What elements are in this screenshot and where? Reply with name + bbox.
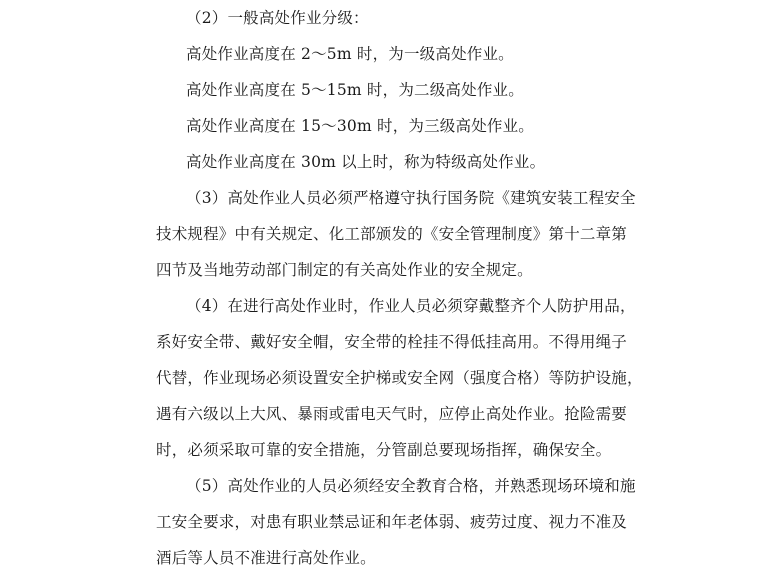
grade-2-line: 高处作业高度在 5～15m 时，为二级高处作业。	[186, 81, 524, 99]
section-4-line-1: （4）在进行高处作业时，作业人员必须穿戴整齐个人防护用品，	[186, 297, 636, 315]
section-5-line-2: 工安全要求，对患有职业禁忌证和年老体弱、疲劳过度、视力不准及	[156, 513, 628, 531]
grade-special-line: 高处作业高度在 30m 以上时，称为特级高处作业。	[186, 153, 546, 171]
section-3-line-2: 技术规程》中有关规定、化工部颁发的《安全管理制度》第十二章第	[156, 225, 628, 243]
section-4-line-5: 时，必须采取可靠的安全措施，分管副总要现场指挥，确保安全。	[156, 441, 612, 459]
grade-3-line: 高处作业高度在 15～30m 时，为三级高处作业。	[186, 117, 534, 135]
section-4-line-4: 遇有六级以上大风、暴雨或雷电天气时，应停止高处作业。抢险需要	[156, 405, 628, 423]
section-4-line-2: 系好安全带、戴好安全帽，安全带的栓挂不得低挂高用。不得用绳子	[156, 333, 628, 351]
section-5-line-3: 酒后等人员不准进行高处作业。	[156, 549, 376, 567]
section-4-line-3: 代替，作业现场必须设置安全护梯或安全网（强度合格）等防护设施，	[156, 369, 643, 387]
section-5-line-1: （5）高处作业的人员必须经安全教育合格，并熟悉现场环境和施	[186, 477, 636, 495]
section-3-line-3: 四节及当地劳动部门制定的有关高处作业的安全规定。	[156, 261, 533, 279]
grade-1-line: 高处作业高度在 2～5m 时，为一级高处作业。	[186, 45, 514, 63]
section-3-line-1: （3）高处作业人员必须严格遵守执行国务院《建筑安装工程安全	[186, 189, 636, 207]
section-2-heading: （2）一般高处作业分级：	[186, 9, 369, 27]
